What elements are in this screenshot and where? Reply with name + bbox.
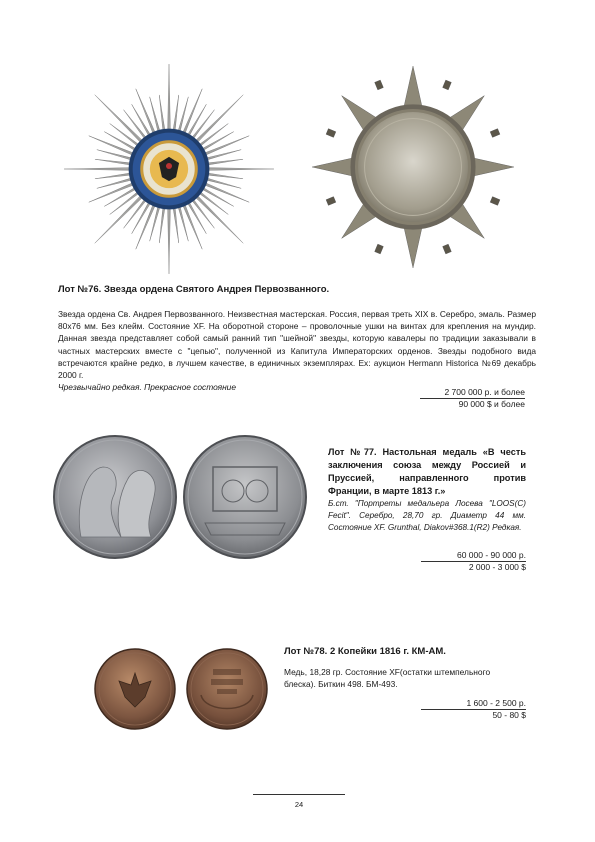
lot-76-description: Звезда ордена Св. Андрея Первозванного. Неизвестная мастерская. Россия, первая треть XIX в. Серебро, эмаль. Размер 80х76 мм. Без клейм. Состояние XF. На оборотной стороне – проволочные ушки на винтах для крепления на мундир. Данная звезда представляет собой самый ранний тип "шейной" звезды, которую кавалеры по традиции заказывали в частных мастерских вместе с "цепью", полученной из Капитула Императорских орденов. Звезды подобного вида встречаются крайне редко, в лучшем качестве, в единичных экземплярах. Ex: аукцион Hermann Historica №69 декабрь 2000 г. [58, 309, 536, 381]
lot-77-price-block [421, 550, 526, 573]
lot-78-price-usd: 50 - 80 $ [492, 710, 526, 720]
lot-77-price-usd: 2 000 - 3 000 $ [468, 562, 526, 572]
medal-reverse-image [182, 434, 308, 560]
lot-76-price-usd: 90 000 $ и более [458, 399, 525, 409]
lot-77-text-block [328, 446, 526, 534]
lot-78-title: Лот №78. 2 Копейки 1816 г. КМ-АМ. [284, 646, 446, 657]
coin-reverse-image [186, 648, 268, 730]
lot-76-title: Лот №76. Звезда ордена Святого Андрея Первозванного. [58, 284, 330, 295]
footer-rule [253, 794, 345, 795]
order-star-reverse-image [302, 56, 524, 278]
lot-77-title: Лот №77. Настольная медаль «В честь заключения союза между Россией и Пруссией, направленного против Франции, в марте 1813 г.» [328, 447, 526, 496]
coin-obverse-image [94, 648, 176, 730]
lot-77-description: Б.ст. "Портреты медальера Лосева "LOOS(C) Fecit". Серебро, 28,70 гр. Диаметр 44 мм. Состояние XF. Grunthal, Diakov#368.1(R2) Редкая. [328, 499, 526, 532]
lot-78-description: Медь, 18,28 гр. Состояние XF(остатки штемпельного блеска). Биткин 498. БМ-493. [284, 667, 491, 690]
lot-76-rarity-note: Чрезвычайно редкая. Прекрасное состояние [58, 382, 237, 392]
lot-76-price-rub: 2 700 000 р. и более [420, 387, 525, 399]
lot-76-price-block [420, 387, 525, 410]
lot-78-price-block [421, 698, 526, 721]
order-star-obverse-image [58, 58, 280, 280]
medal-obverse-image [52, 434, 178, 560]
lot-78-price-rub: 1 600 - 2 500 р. [421, 698, 526, 710]
page-number: 24 [294, 800, 304, 809]
lot-77-price-rub: 60 000 - 90 000 р. [421, 550, 526, 562]
